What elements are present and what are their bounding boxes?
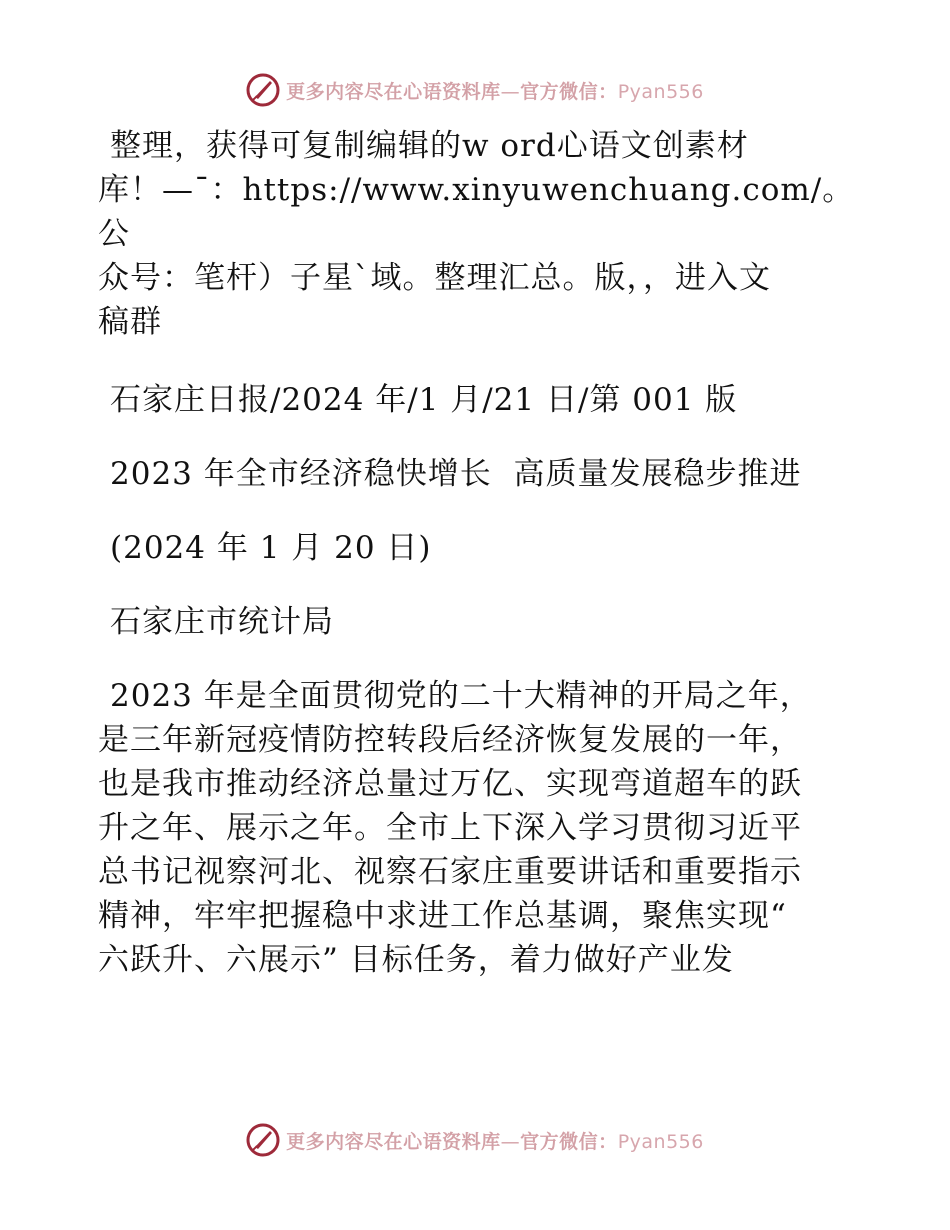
intro-line: 整理，获得可复制编辑的w ord心语文创素材	[110, 128, 749, 164]
banner-separator: —	[500, 1130, 521, 1153]
banner-wechat-id: Pyan556	[617, 1130, 704, 1153]
author: 石家庄市统计局	[110, 604, 334, 640]
banner-wechat-label: 官方微信：	[520, 1130, 618, 1153]
banner-separator: —	[500, 80, 521, 103]
document-page	[98, 124, 858, 982]
body-line: 2023 年是全面贯彻党的二十大精神的开局之年，	[110, 678, 812, 714]
quill-logo-icon	[246, 1123, 280, 1157]
quill-logo-icon	[246, 73, 280, 107]
intro-line: 库！—¯：https://www.xinyuwenchuang.com/。公	[98, 172, 855, 252]
intro-line: 众号：笔杆）子星`域。整理汇总。版，，进入文	[98, 260, 771, 296]
banner-text	[286, 1127, 704, 1154]
banner-site: 更多内容尽在心语资料库	[286, 80, 501, 103]
body-line: 精神，牢牢把握稳中求进工作总基调，聚焦实现“	[98, 898, 787, 934]
body-line: 升之年、展示之年。全市上下深入学习贯彻习近平	[98, 810, 802, 846]
body-line: 总书记视察河北、视察石家庄重要讲话和重要指示	[98, 854, 802, 890]
bottom-banner	[0, 1120, 950, 1160]
body-paragraph	[98, 674, 858, 982]
date-line: (2024 年 1 月 20 日)	[110, 530, 432, 566]
intro-paragraph	[98, 124, 858, 344]
banner-site: 更多内容尽在心语资料库	[286, 1130, 501, 1153]
banner-wechat-id: Pyan556	[617, 80, 704, 103]
body-line: 六跃升、六展示” 目标任务，着力做好产业发	[98, 942, 734, 978]
headline: 2023 年全市经济稳快增长 高质量发展稳步推进	[110, 456, 802, 492]
banner-text	[286, 77, 704, 104]
body-line: 是三年新冠疫情防控转段后经济恢复发展的一年，	[98, 722, 802, 758]
top-banner	[0, 70, 950, 110]
body-line: 也是我市推动经济总量过万亿、实现弯道超车的跃	[98, 766, 802, 802]
intro-line: 稿群	[98, 304, 162, 340]
source-line: 石家庄日报/2024 年/1 月/21 日/第 001 版	[110, 382, 738, 418]
banner-wechat-label: 官方微信：	[520, 80, 618, 103]
